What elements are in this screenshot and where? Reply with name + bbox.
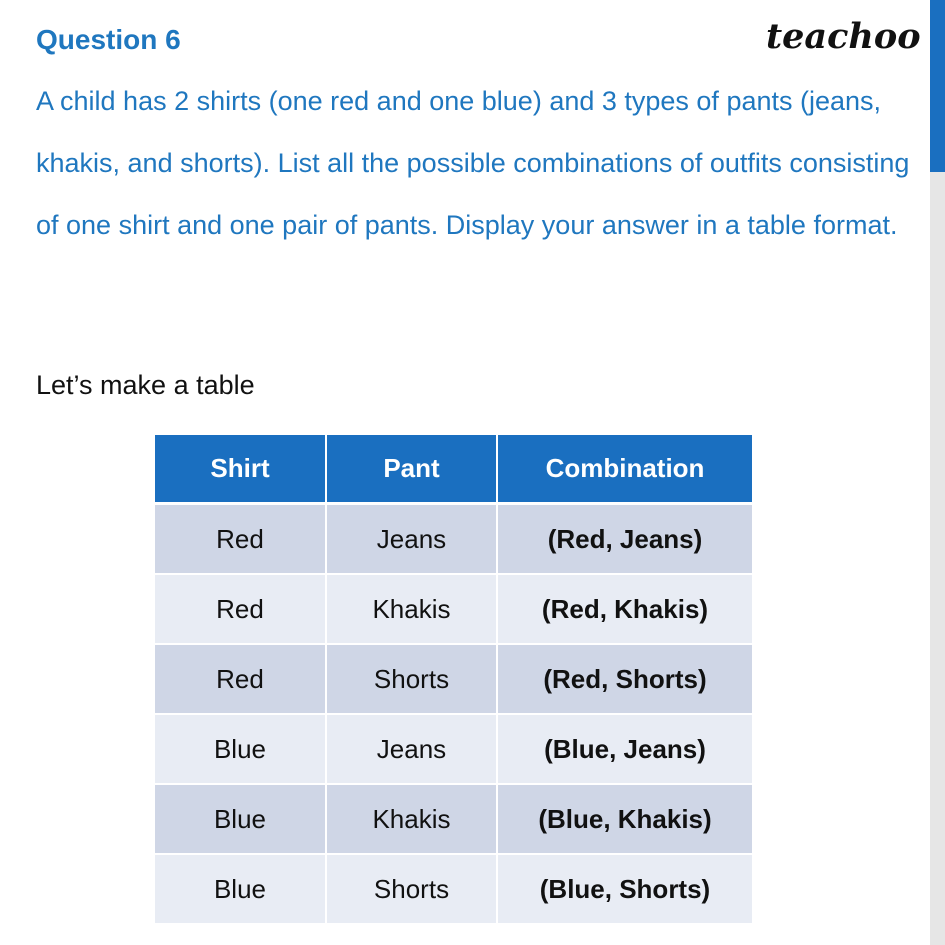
- pant-cell: Jeans: [326, 714, 497, 784]
- pant-cell: Shorts: [326, 644, 497, 714]
- table-row: [155, 574, 752, 644]
- table-row: [155, 644, 752, 714]
- combination-cell: (Red, Khakis): [497, 574, 752, 644]
- table-row: [155, 504, 752, 575]
- question-text: A child has 2 shirts (one red and one blue) and 3 types of pants (jeans, khakis, and shorts). List all the possible combinations of outfits consisting of one shirt and one pair of pants. Display your answer in a table format.: [36, 86, 910, 240]
- shirt-cell: Red: [155, 574, 326, 644]
- shirt-cell: Blue: [155, 784, 326, 854]
- question-title: Question 6: [36, 24, 181, 55]
- right-scroll-bar: [930, 0, 945, 945]
- header-shirt: Shirt: [155, 435, 326, 504]
- table-row: [155, 854, 752, 924]
- pant-cell: Shorts: [326, 854, 497, 924]
- combination-cell: (Blue, Shorts): [497, 854, 752, 924]
- combination-cell: (Red, Shorts): [497, 644, 752, 714]
- table-row: [155, 714, 752, 784]
- table-header-row: [155, 435, 752, 504]
- shirt-cell: Red: [155, 644, 326, 714]
- combination-cell: (Blue, Jeans): [497, 714, 752, 784]
- header-pant: Pant: [326, 435, 497, 504]
- header-combination: Combination: [497, 435, 752, 504]
- shirt-cell: Blue: [155, 714, 326, 784]
- combinations-table: [155, 435, 752, 925]
- shirt-cell: Red: [155, 504, 326, 575]
- table-row: [155, 784, 752, 854]
- pant-cell: Khakis: [326, 574, 497, 644]
- combination-cell: (Red, Jeans): [497, 504, 752, 575]
- combination-cell: (Blue, Khakis): [497, 784, 752, 854]
- shirt-cell: Blue: [155, 854, 326, 924]
- brand-logo: teachoo: [766, 16, 921, 57]
- solution-intro: Let’s make a table: [36, 370, 255, 400]
- pant-cell: Jeans: [326, 504, 497, 575]
- right-bar-accent: [930, 0, 945, 172]
- pant-cell: Khakis: [326, 784, 497, 854]
